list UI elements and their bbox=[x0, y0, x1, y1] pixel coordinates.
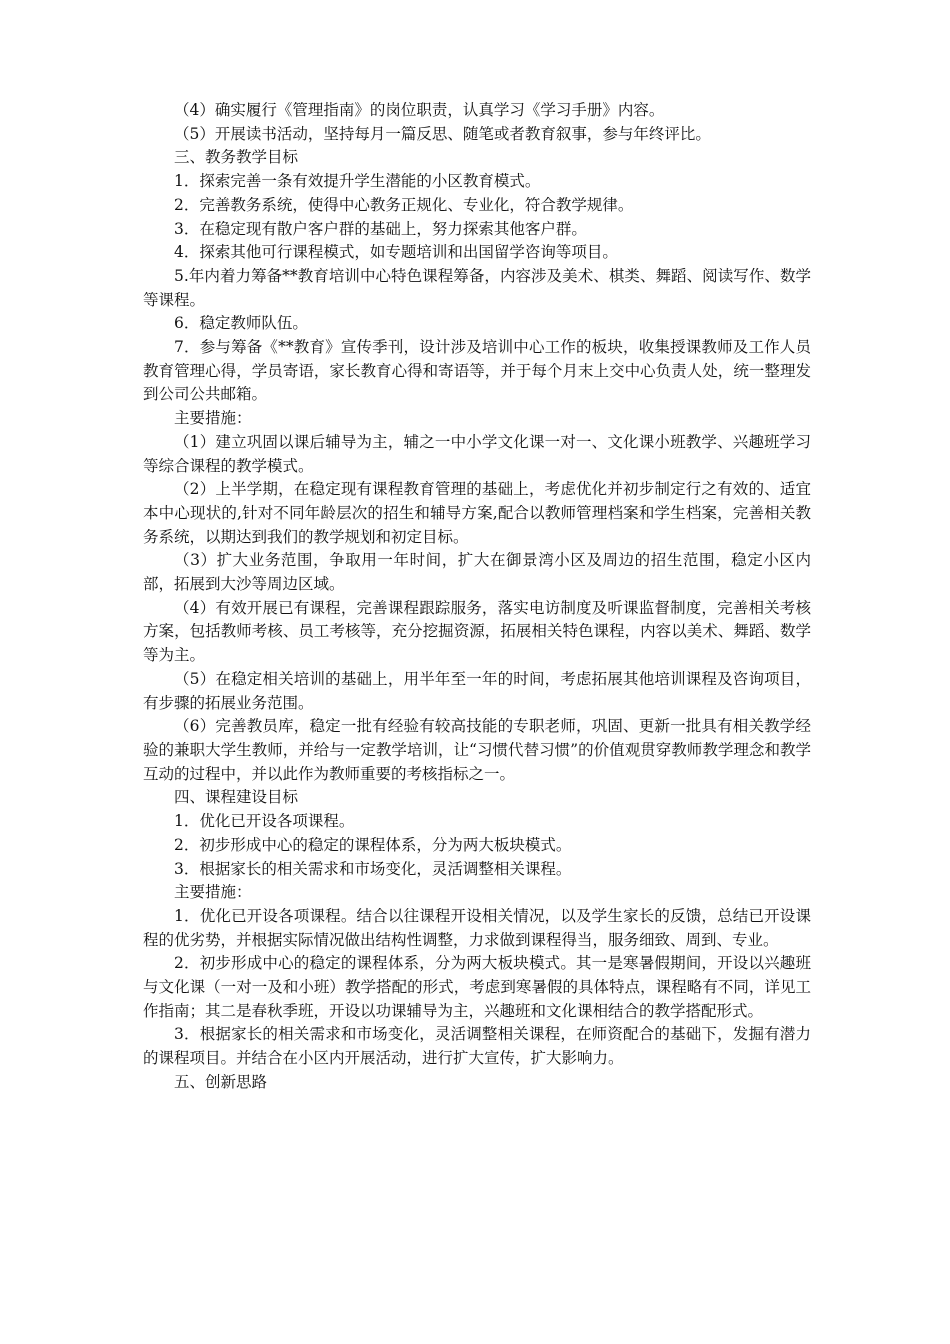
course-goal-2: 2．初步形成中心的稳定的课程体系，分为两大板块模式。 bbox=[174, 835, 572, 854]
paragraph-duty: （4）确实履行《管理指南》的岗位职责，认真学习《学习手册》内容。 bbox=[174, 101, 665, 119]
section-heading-4: 四、课程建设目标 bbox=[174, 788, 299, 807]
course-measure-1: 1．优化已开设各项课程。结合以往课程开设相关情况，以及学生家长的反馈，总结已开设课程的优劣势，并根据实际情况做出结构性调整，力求做到课程得当，服务细致、周到、专业。 bbox=[143, 906, 811, 949]
course-measure-3: 3．根据家长的相关需求和市场变化，灵活调整相关课程，在师资配合的基础下，发掘有潜力的课程项目。并结合在小区内开展活动，进行扩大宣传，扩大影响力。 bbox=[143, 1025, 811, 1068]
measure-item-5: （5）在稳定相关培训的基础上，用半年至一年的时间，考虑拓展其他培训课程及咨询项目，有步骤的拓展业务范围。 bbox=[143, 669, 811, 712]
measures-heading: 主要措施： bbox=[174, 409, 252, 428]
goal-item-7: 7．参与筹备《**教育》宣传季刊，设计涉及培训中心工作的板块，收集授课教师及工作人员教育管理心得，学员寄语，家长教育心得和寄语等，并于每个月末上交中心负责人处，统一整理发到公司公共邮箱。 bbox=[143, 338, 811, 404]
goal-item-6: 6．稳定教师队伍。 bbox=[174, 314, 308, 333]
section-heading-3: 三、教务教学目标 bbox=[174, 148, 299, 167]
document-body bbox=[143, 99, 811, 1095]
course-goal-1: 1．优化已开设各项课程。 bbox=[174, 812, 355, 831]
measure-item-1: （1）建立巩固以课后辅导为主，辅之一中小学文化课一对一、文化课小班教学、兴趣班学习等综合课程的教学模式。 bbox=[143, 432, 811, 475]
goal-item-3: 3．在稳定现有散户客户群的基础上，努力探索其他客户群。 bbox=[174, 219, 587, 238]
goal-item-1: 1．探索完善一条有效提升学生潜能的小区教育模式。 bbox=[174, 172, 541, 191]
measure-item-6: （6）完善教员库，稳定一批有经验有较高技能的专职老师，巩固、更新一批具有相关教学经验的兼职大学生教师，并给与一定教学培训，让“习惯代替习惯”的价值观贯穿教师教学理念和教学互动的过程中，并以此作为教师重要的考核指标之一。 bbox=[143, 717, 811, 783]
goal-item-4: 4．探索其他可行课程模式，如专题培训和出国留学咨询等项目。 bbox=[174, 243, 618, 262]
section-heading-5: 五、创新思路 bbox=[174, 1072, 268, 1091]
measure-item-3: （3）扩大业务范围，争取用一年时间，扩大在御景湾小区及周边的招生范围，稳定小区内部，拓展到大沙等周边区域。 bbox=[143, 551, 811, 594]
goal-item-2: 2．完善教务系统，使得中心教务正规化、专业化，符合教学规律。 bbox=[174, 195, 634, 214]
measure-item-2: （2）上半学期，在稳定现有课程教育管理的基础上，考虑优化并初步制定行之有效的、适宜本中心现状的,针对不同年龄层次的招生和辅导方案,配合以教师管理档案和学生档案，完善相关教务系统，以期达到我们的教学规划和初定目标。 bbox=[143, 480, 811, 546]
goal-item-5: 5.年内着力筹备**教育培训中心特色课程筹备，内容涉及美术、棋类、舞蹈、阅读写作、数学等课程。 bbox=[143, 266, 811, 309]
course-measure-2: 2．初步形成中心的稳定的课程体系，分为两大板块模式。其一是寒暑假期间，开设以兴趣班与文化课（一对一及和小班）教学搭配的形式，考虑到寒暑假的具体特点，课程略有不同，详见工作指南；其二是春秋季班，开设以功课辅导为主，兴趣班和文化课相结合的教学搭配形式。 bbox=[143, 954, 811, 1020]
course-goal-3: 3．根据家长的相关需求和市场变化，灵活调整相关课程。 bbox=[174, 859, 572, 878]
measure-item-4: （4）有效开展已有课程，完善课程跟踪服务，落实电访制度及听课监督制度，完善相关考核方案，包括教师考核、员工考核等，充分挖掘资源，拓展相关特色课程，内容以美术、舞蹈、数学等为主。 bbox=[143, 598, 811, 665]
course-measures-heading: 主要措施： bbox=[174, 883, 252, 902]
paragraph-reading: （5）开展读书活动，坚持每月一篇反思、随笔或者教育叙事，参与年终评比。 bbox=[174, 124, 711, 143]
